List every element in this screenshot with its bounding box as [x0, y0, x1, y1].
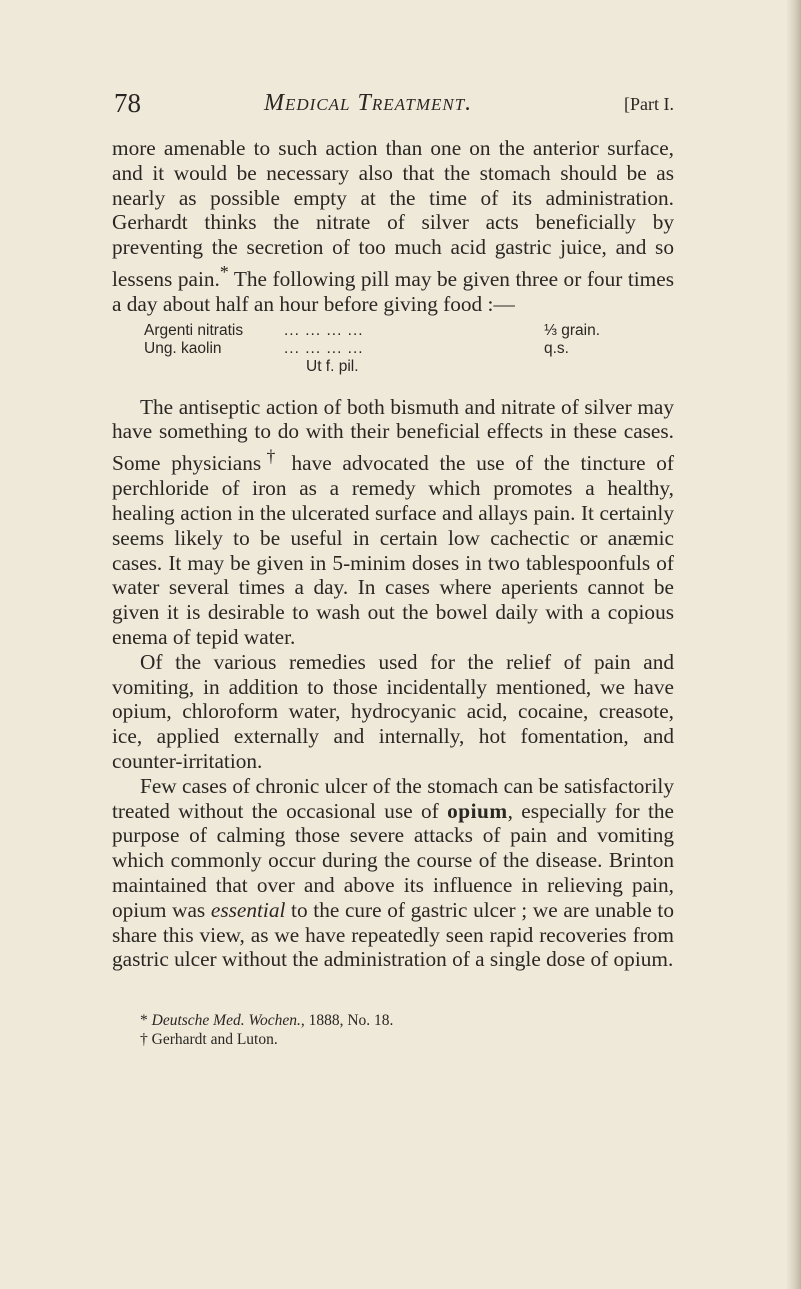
footnote-mark: *	[140, 1012, 148, 1029]
prescription-row	[144, 339, 640, 358]
paragraph-1	[112, 136, 674, 317]
bold-term-opium: opium	[447, 798, 508, 823]
paragraph-4-text-c: to the cure of gastric ulcer ; we are unable to share this view, as we have repeatedly seen rapid recoveries from gastric ulcer without the administration of a single dose of opium.	[112, 897, 675, 972]
ingredient-quantity: ⅓ grain.	[544, 321, 601, 339]
footnote-2	[140, 1030, 640, 1049]
footnotes	[140, 1011, 640, 1049]
running-title: Medical Treatment.	[264, 90, 473, 116]
footnote-mark: †	[140, 1031, 148, 1048]
part-label: [Part I.	[624, 94, 674, 114]
body-text	[112, 136, 674, 972]
page-header	[114, 88, 674, 124]
paragraph-2	[112, 395, 674, 650]
footnote-text: Gerhardt and Luton.	[151, 1031, 278, 1048]
italic-term-essential: essential	[210, 897, 286, 922]
footnote-ref-dagger: †	[261, 446, 281, 467]
footnote-1	[140, 1011, 640, 1030]
ingredient-quantity: q.s.	[544, 339, 569, 357]
prescription-instruction: Ut f. pil.	[306, 357, 359, 375]
ingredient-name: Ung. kaolin	[144, 339, 222, 357]
footnote-text: , 1888, No. 18.	[300, 1012, 394, 1029]
paragraph-1-text-a: more amenable to such action than one on the anterior surface, and it would be necessary also that the stomach should be as nearly as possible empty at the time of its administration. Gerhardt thinks the nitrate of silver acts beneficially by preventing the secretion of too much acid gastric juice, and so lessens pain.	[112, 136, 674, 292]
leader-dots: ... ... ... ...	[284, 321, 364, 339]
paragraph-4-text-b: , especially for the purpose of calming those severe attacks of pain and vomiting which commonly occur during the course of the disease. Brinton maintained that over and above its influence in relieving pain, opium was	[112, 798, 674, 922]
paragraph-1-text-b: The following pill may be given three or four times a day about half an hour before giving food :—	[112, 267, 674, 316]
prescription-block	[112, 317, 674, 395]
page-number: 78	[114, 88, 141, 118]
paragraph-2-text-b: have advocated the use of the tincture of perchloride of iron as a remedy which promotes a healthy, healing action in the ulcerated surface and allays pain. It certainly seems likely to be useful in certain low cachectic or anæmic cases. It may be given in 5-minim doses in two tablespoonfuls of water several times a day. In cases where aperients cannot be given it is desirable to wash out the bowel daily with a copious enema of tepid water.	[112, 451, 674, 649]
page-edge-shadow	[787, 0, 801, 1289]
prescription-row	[144, 321, 640, 340]
paragraph-2-text-a: The antiseptic action of both bismuth and nitrate of silver may have something to do with their beneficial effects in these cases. Some physicians	[112, 394, 674, 476]
ingredient-name: Argenti nitratis	[144, 321, 244, 339]
paragraph-4	[112, 774, 674, 972]
paragraph-4-text-a: Few cases of chronic ulcer of the stomach can be satisfactorily treated without the occasional use of	[112, 773, 674, 823]
footnote-source: Deutsche Med. Wochen.	[151, 1012, 301, 1029]
leader-dots: ... ... ... ...	[284, 339, 364, 357]
paragraph-3: Of the various remedies used for the relief of pain and vomiting, in addition to those incidentally mentioned, we have opium, chloroform water, hydrocyanic acid, cocaine, creasote, ice, applied externally and internally, hot fomentation, and counter-irritation.	[112, 649, 674, 773]
footnote-ref-asterisk: *	[219, 261, 229, 282]
